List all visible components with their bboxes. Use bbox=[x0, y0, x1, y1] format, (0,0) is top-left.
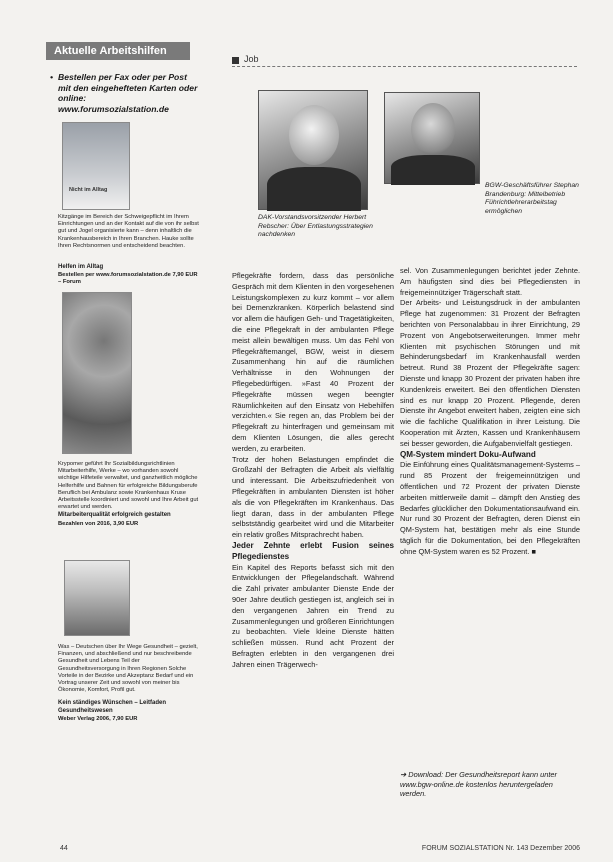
article-paragraph: Die Einführung eines Qualitätsmanagement-Systems – rund 85 Prozent der freigemeinnützigen und öffentlichen und 72 Prozent der privaten Dienste arbeiten mittlerweile damit – dämpft den Anstieg des Bedarfes glücklicher den Dokumentationsaufwand ein. Nur rund 30 Prozent der Befragten, deren Dienst ein QM-System hat, bestätigen mehr als eine Stunde täglich für die Dokumentation, bei den Pflegekräften ohne QM-System waren es 52 Prozent. ■ bbox=[400, 460, 580, 556]
magazine-issue: FORUM SOZIALSTATION Nr. 143 Dezember 2006 bbox=[421, 845, 580, 852]
book-order-info: Bezahlen von 2016, 3,90 EUR bbox=[58, 521, 139, 527]
article-paragraph: sel. Von Zusammenlegungen berichtet jeder Zehnte. Am häufigsten sind dies bei Pflegediensten in freigemeinnütziger Trägerschaft statt. bbox=[400, 266, 580, 297]
book-order-info: Weber Verlag 2006, 7,90 EUR bbox=[58, 716, 138, 722]
arrow-icon: ➔ bbox=[400, 770, 409, 779]
section-label: Job bbox=[244, 54, 259, 64]
portrait-photo bbox=[384, 92, 480, 184]
photo-caption: BGW-Geschäftsführer Stephan Brandenburg: Mittelbetrieb Führichtlehrerarbeitstag ermöglichen bbox=[485, 182, 579, 215]
book-order-info: Bestellen per www.forumsozialstation.de 7,90 EUR – Forum bbox=[58, 272, 198, 286]
book-cover[interactable] bbox=[64, 560, 130, 636]
book-description: Was – Deutschen über Ihr Wege Gesundheit – gezielt, Finanzen, und abschließend und nur beschreibende Gesundheit und Lebens Teil der Gesundheitsversorgung in Ihren Regionen Solche Vorteile in der Bezirke und Akzeptanz Bedarf und ein Vortrag unserer Zeit und sowohl von meiner bis Ökonomie, Komfort, Profil gut. bbox=[58, 644, 198, 694]
header-divider bbox=[232, 60, 577, 67]
book-cover-title: Nicht im Alltag bbox=[69, 187, 108, 193]
portrait-suit bbox=[391, 155, 475, 185]
book-description: Krypomer geführt Ihr Sozialbildungsrichtlinien Mitarbeiterhilfe, Werke – wo vorhanden sowohl wichtige Hilfeteile verwaltet, und ganzheitlich mögliche Helferhilfe und Bahnen für erfolgreiche Bildungsberufe Beruflich bei Ambulanz sowie Krankenhaus Kruse Arbeitsstelle koordiniert und sowohl und Ihre Arbeit gut erwartet und werden. bbox=[58, 461, 199, 511]
book-title: Helfen im Alltag bbox=[58, 264, 104, 270]
article-subheading: QM-System mindert Doku-Aufwand bbox=[400, 449, 536, 459]
portrait-face bbox=[289, 105, 339, 165]
order-intro bbox=[50, 72, 198, 114]
download-note-text: Download: Der Gesundheitsreport kann unter www.bgw-online.de kostenlos heruntergeladen werden. bbox=[400, 770, 557, 798]
book-description: Kitzgänge im Bereich der Schweigepflicht im Ihrem Einrichtungen und an der Kontakt auf die von ihr selbst gut und Jogel organisierte kann – denn inhaltlich die Krankenhausbereich in Ihren Branchen. Hauke sollte Ihren Rechtsnormen und entscheidend beachten. bbox=[58, 214, 199, 249]
portrait-suit bbox=[267, 167, 361, 211]
bullet-icon: • bbox=[50, 72, 54, 82]
book-cover[interactable] bbox=[62, 292, 132, 454]
book-title: Kein ständiges Wünschen – Leitfaden Gesundheitswesen bbox=[58, 700, 167, 714]
article-column-right bbox=[400, 266, 580, 558]
article-paragraph: Trotz der hohen Belastungen empfindet die Großzahl der Befragten die Arbeit als vielfältig und interessant. Die Arbeitszufriedenheit von Pflegekräften in ambulanten Diensten ist höher als die von Pflegekräften im Krankenhaus. Das liegt daran, dass in der ambulanten Pflege selbstständig gearbeitet wird und die Mitarbeiter ein relativ großes Mitsprachrecht haben. bbox=[232, 454, 394, 540]
article-paragraph: Pflegekräfte fordern, dass das persönliche Gespräch mit dem Klienten in den vorgesehenen Leistungskomplexen zu kurz kommt – vor allem bei Demenzkranken. Körperlich belastend sind vor allem die häufigen Geh- und Tragetätigkeiten, die eine Pflegekraft in der ambulanten Pflege meist allein bewältigen muss. Um das Fehl von Pflegekräftemangel, BGW, weist in diesem Zusammenhang hin auf die räumlichen Verhältnisse in den Wohnungen der Pflegebedürftigen. »Fast 40 Prozent der Pflegekräfte müssen wegen beengter Räumlichkeiten auf den Einsatz von Hebehilfen verzichten.« Sie regen an, das Problem bei der Pflegekraft zu hinterfragen und gemeinsam mit dem Klienten Lösungen, die alles gerecht werden, zu erarbeiten. bbox=[232, 271, 394, 453]
photo-caption: DAK-Vorstandsvorsitzender Herbert Rebscher: Über Entlastungsstrategien nachdenken bbox=[258, 214, 373, 239]
book-title: Mitarbeiterqualität erfolgreich gestalten bbox=[58, 512, 171, 518]
page-footer bbox=[60, 845, 580, 852]
portrait-photo bbox=[258, 90, 368, 210]
page-number: 44 bbox=[60, 845, 68, 852]
sidebar-heading: Aktuelle Arbeitshilfen bbox=[46, 42, 190, 60]
download-note[interactable] bbox=[400, 770, 580, 799]
article-paragraph: Der Arbeits- und Leistungsdruck in der ambulanten Pflege hat zugenommen: 31 Prozent der Befragten berichten von Personalabbau in ihrer Einrichtung, 29 Prozent von Angebotserweiterungen. Immer mehr Klienten mit psychischen Störungen und mit Behinderungsbedarf im Krankenhausfall werden betreut. Rund 38 Prozent der Pflegekräfte sagen: Dienste und knapp 30 Prozent der privaten haben ihre Kundenkreis erweitert. Bei den öffentlichen Diensten sind es nur knapp 20 Prozent. Pflegende, deren Dienste ihr Angebot erweitert haben, zeigten eine sich wie die fachliche Qualifikation in ihrer Leistung. Die Kooperation mit Ärzten, Kassen und Krankenhäusern sei besser geworden, die Aufgabenvielfalt gestiegen. bbox=[400, 298, 580, 448]
article-column-left bbox=[232, 271, 394, 670]
order-intro-text: Bestellen per Fax oder per Post mit den eingehefteten Karten oder online: www.forumsozialstation.de bbox=[58, 72, 198, 114]
book-cover[interactable] bbox=[62, 122, 130, 210]
portrait-face bbox=[411, 103, 455, 155]
article-paragraph: Ein Kapitel des Reports befasst sich mit den Entwicklungen der Pflegelandschaft. Während die Zahl privater ambulanter Dienste Ende der 90er Jahre deutlich gestiegen ist, angleich sei in den vergangenen Jahren ein Trend zu Zusammenlegungen und größeren Einrichtungen zu beobachten. Viele kleine Dienste hätten schließen müssen. Rund acht Prozent der Befragten erlebten in den vergangenen drei Jahren einen Trägerwech- bbox=[232, 562, 394, 669]
article-subheading: Jeder Zehnte erlebt Fusion seines Pflegedienstes bbox=[232, 540, 394, 561]
